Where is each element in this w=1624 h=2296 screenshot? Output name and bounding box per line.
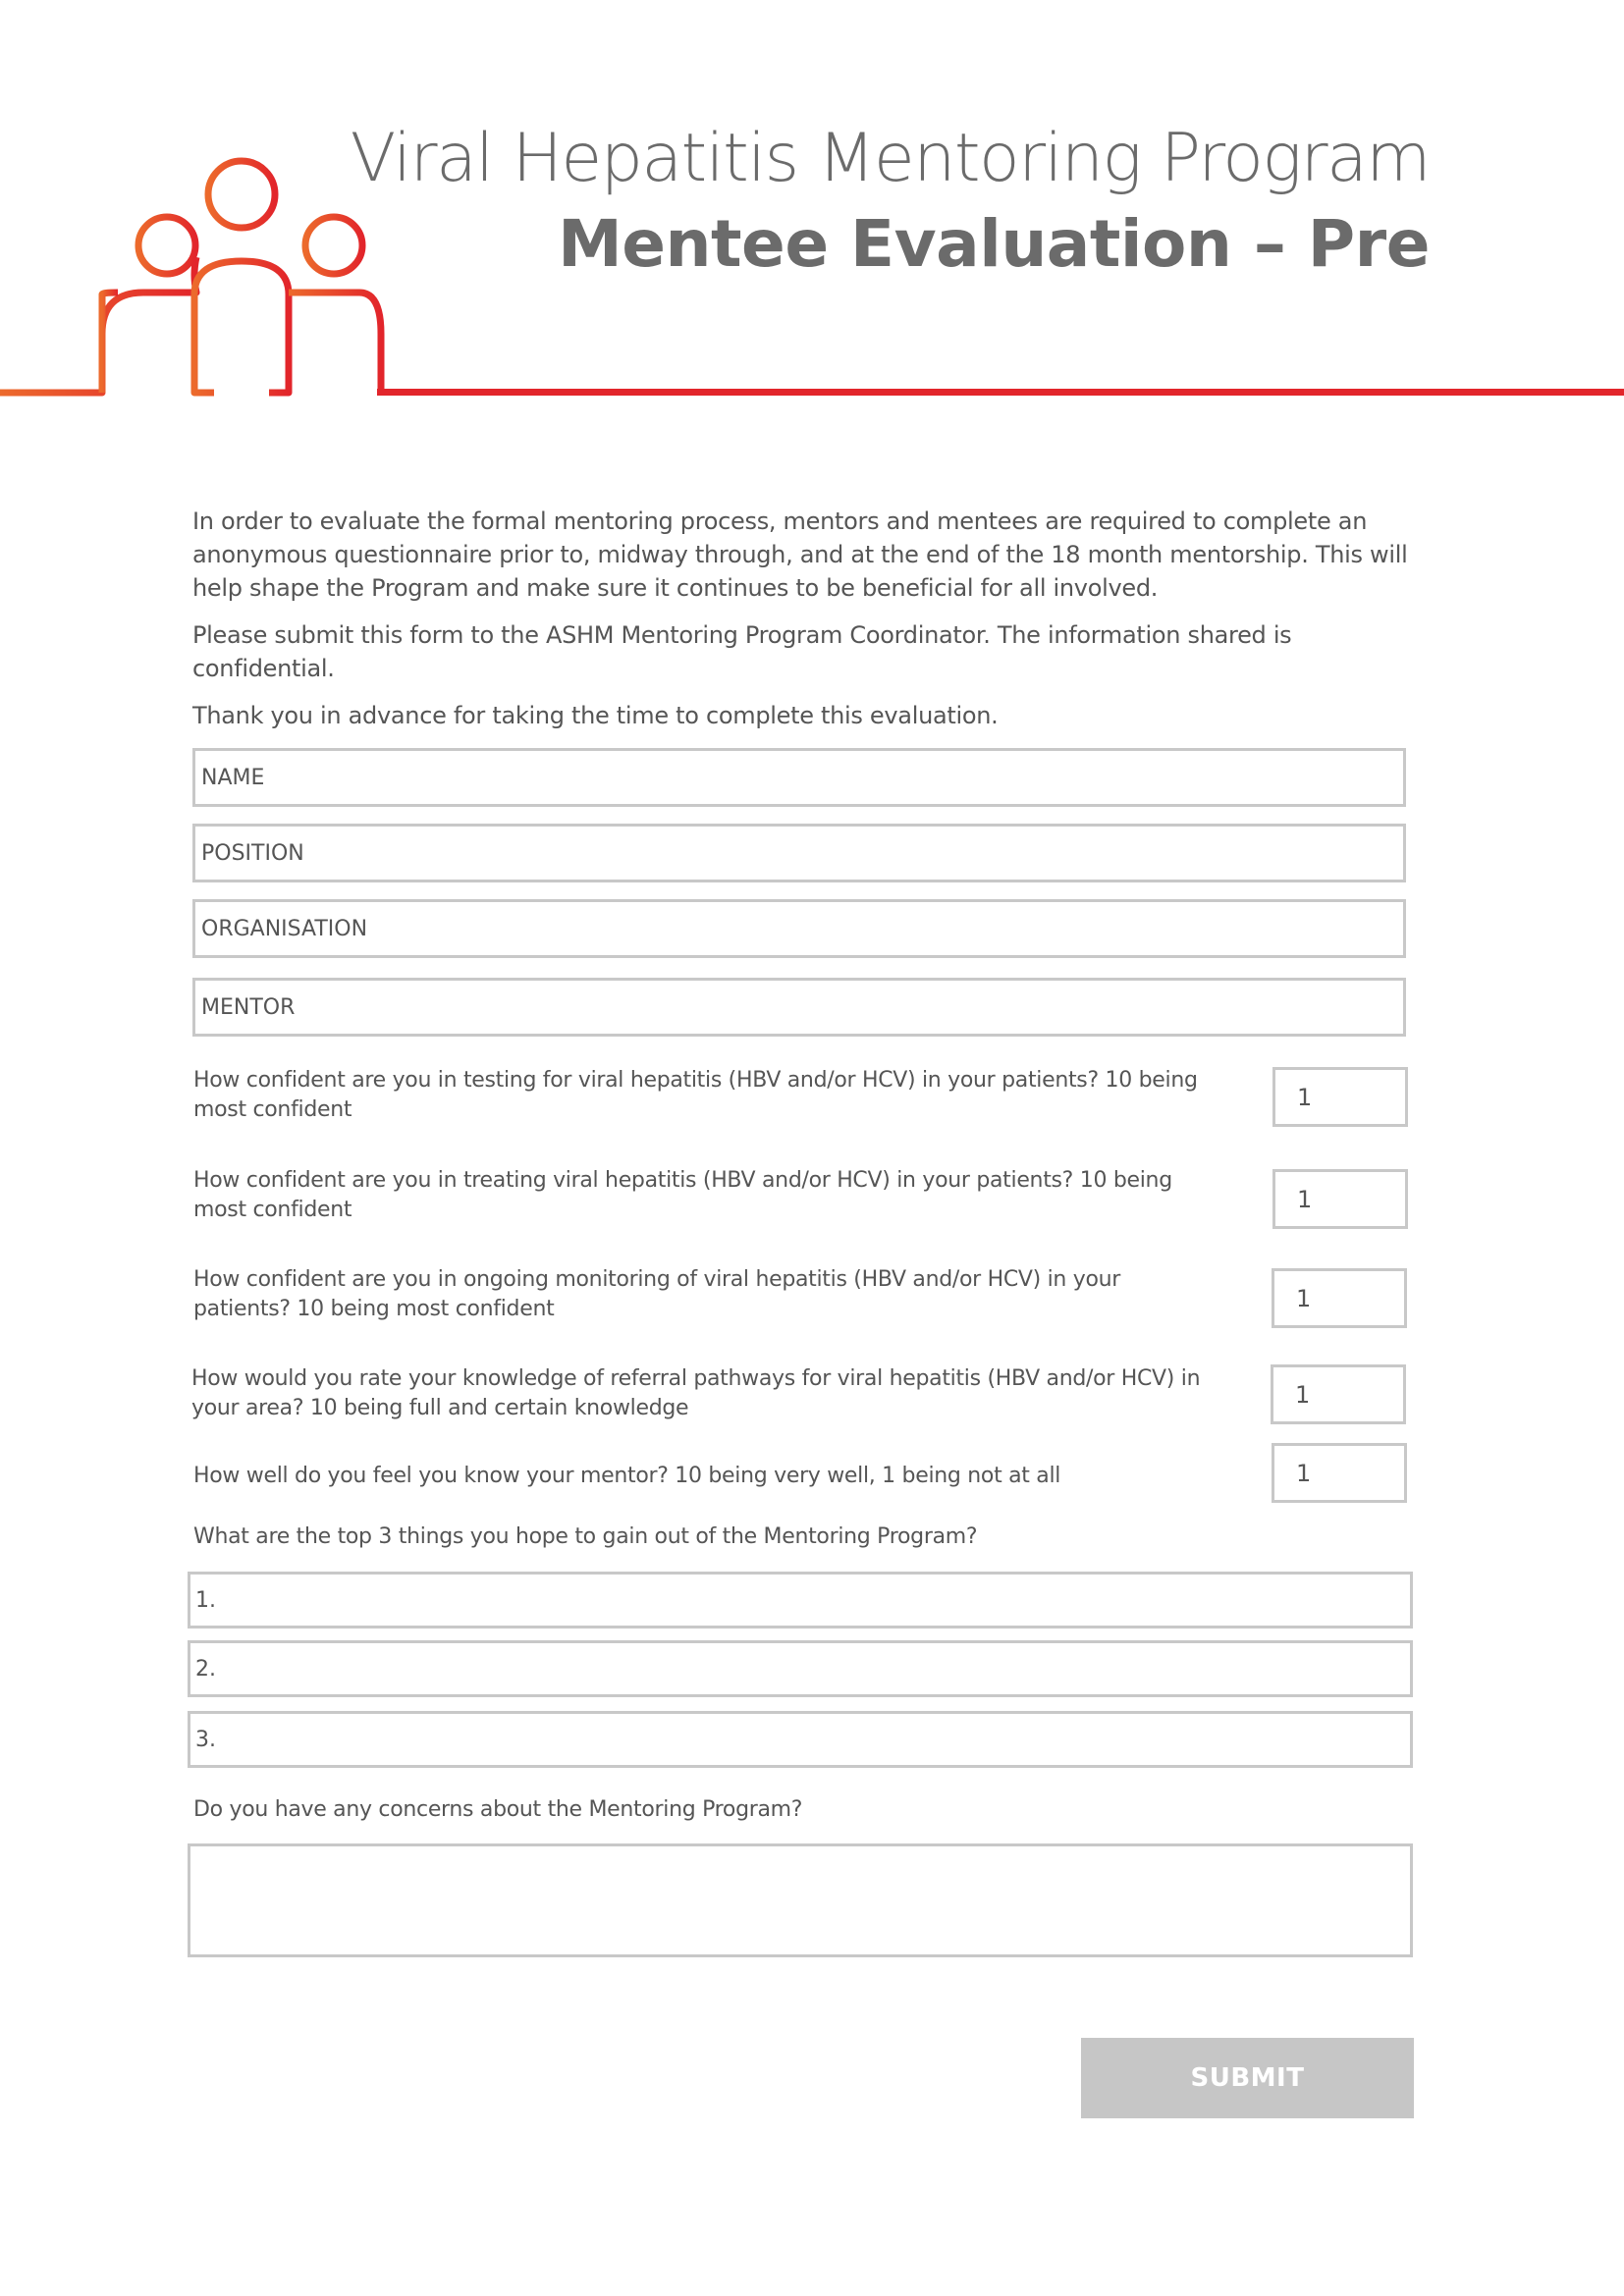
concerns-textarea[interactable] bbox=[188, 1843, 1413, 1957]
referral-knowledge-score[interactable]: 1 bbox=[1271, 1364, 1406, 1424]
goal-field-3[interactable]: 3. bbox=[188, 1711, 1413, 1768]
mentor-field[interactable]: MENTOR bbox=[192, 978, 1406, 1037]
intro-text bbox=[192, 505, 1439, 732]
name-field[interactable]: NAME bbox=[192, 748, 1406, 807]
submit-button[interactable]: SUBMIT bbox=[1081, 2038, 1414, 2118]
question-treating-confidence: How confident are you in treating viral hepatitis (HBV and/or HCV) in your patients? 10 being most confident bbox=[193, 1168, 1172, 1222]
intro-paragraph: In order to evaluate the formal mentoring process, mentors and mentees are required to complete an anonymous questionnaire prior to, midway through, and at the end of the 18 month mentorship. This will help shape the Program and make sure it continues to be beneficial for all involved. bbox=[192, 507, 1408, 602]
goal-field-1[interactable]: 1. bbox=[188, 1572, 1413, 1629]
goals-question: What are the top 3 things you hope to gain out of the Mentoring Program? bbox=[193, 1524, 978, 1549]
mentoring-people-logo bbox=[0, 147, 393, 402]
monitoring-confidence-score[interactable]: 1 bbox=[1272, 1268, 1407, 1328]
header-divider bbox=[377, 389, 1624, 396]
question-referral-knowledge: How would you rate your knowledge of referral pathways for viral hepatitis (HBV and/or HCV) in your area? 10 being full and certain knowledge bbox=[191, 1366, 1201, 1420]
page-title: Mentee Evaluation – Pre bbox=[558, 206, 1430, 282]
treating-confidence-score[interactable]: 1 bbox=[1272, 1169, 1408, 1229]
testing-confidence-score[interactable]: 1 bbox=[1272, 1067, 1408, 1127]
question-know-mentor: How well do you feel you know your mentor? 10 being very well, 1 being not at all bbox=[193, 1464, 1061, 1488]
intro-paragraph: Please submit this form to the ASHM Mentoring Program Coordinator. The information shared is confidential. bbox=[192, 621, 1292, 682]
question-monitoring-confidence: How confident are you in ongoing monitoring of viral hepatitis (HBV and/or HCV) in your patients? 10 being most confident bbox=[193, 1267, 1121, 1321]
concerns-question: Do you have any concerns about the Mentoring Program? bbox=[193, 1797, 803, 1822]
intro-paragraph: Thank you in advance for taking the time to complete this evaluation. bbox=[192, 702, 999, 729]
goal-field-2[interactable]: 2. bbox=[188, 1640, 1413, 1697]
question-testing-confidence: How confident are you in testing for viral hepatitis (HBV and/or HCV) in your patients? 10 being most confident bbox=[193, 1068, 1198, 1122]
organisation-field[interactable]: ORGANISATION bbox=[192, 899, 1406, 958]
know-mentor-score[interactable]: 1 bbox=[1272, 1443, 1407, 1503]
program-title: Viral Hepatitis Mentoring Program bbox=[350, 120, 1430, 197]
position-field[interactable]: POSITION bbox=[192, 824, 1406, 882]
